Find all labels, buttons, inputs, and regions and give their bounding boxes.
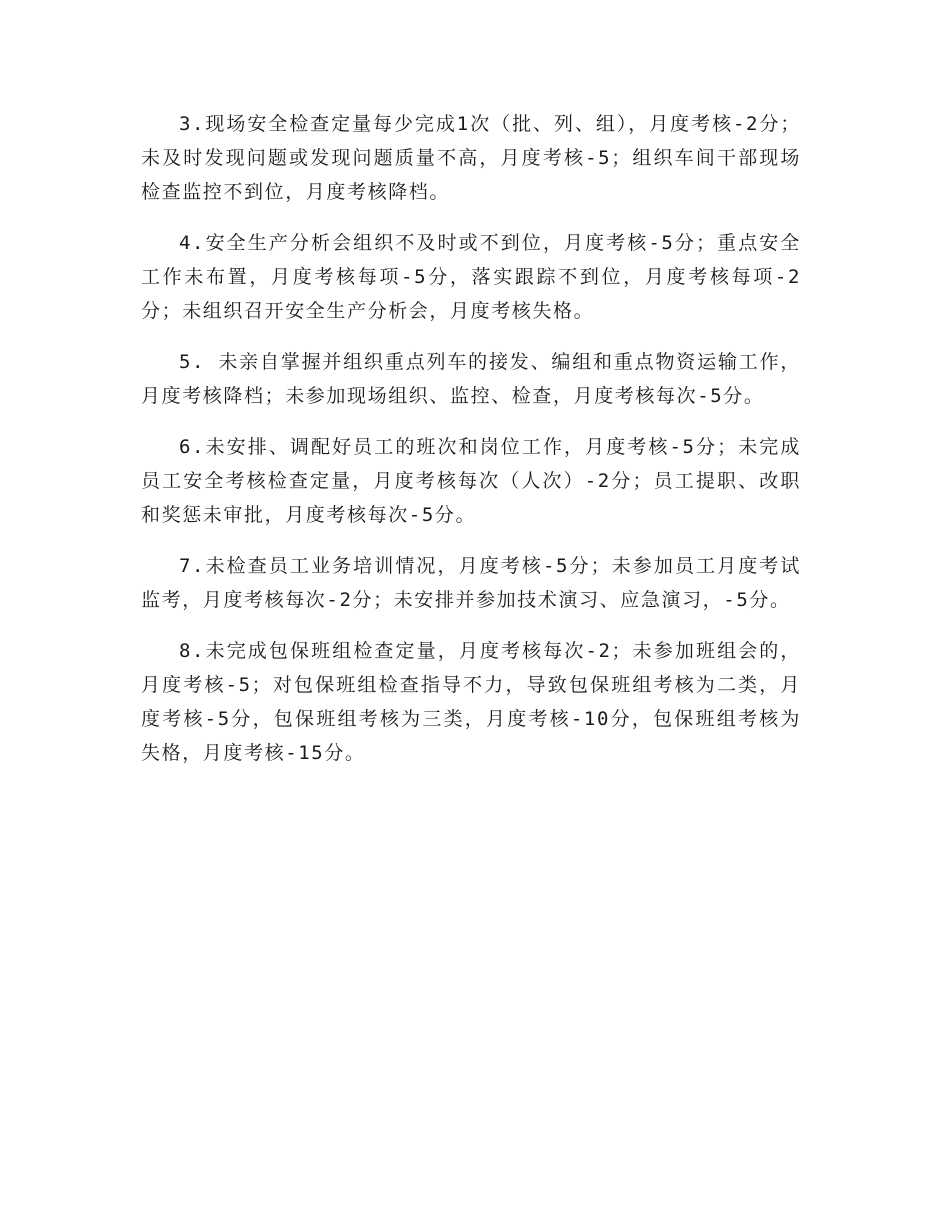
paragraph-item-4: 4.安全生产分析会组织不及时或不到位，月度考核-5分；重点安全工作未布置，月度考核每项-5分，落实跟踪不到位，月度考核每项-2分；未组织召开安全生产分析会，月度考核失格。: [141, 232, 801, 322]
paragraph-item-8: 8.未完成包保班组检查定量，月度考核每次-2；未参加班组会的，月度考核-5；对包保班组检查指导不力，导致包保班组考核为二类，月度考核-5分，包保班组考核为三类，月度考核-10分，包保班组考核为失格，月度考核-15分。: [141, 640, 801, 764]
paragraph-item-6: 6.未安排、调配好员工的班次和岗位工作，月度考核-5分；未完成员工安全考核检查定量，月度考核每次（人次）-2分；员工提职、改职和奖惩未审批，月度考核每次-5分。: [141, 436, 801, 526]
paragraph-item-7: 7.未检查员工业务培训情况，月度考核-5分；未参加员工月度考试监考，月度考核每次-2分；未安排并参加技术演习、应急演习，-5分。: [141, 555, 801, 611]
paragraph-item-3: 3.现场安全检查定量每少完成1次（批、列、组），月度考核-2分；未及时发现问题或发现问题质量不高，月度考核-5；组织车间干部现场检查监控不到位，月度考核降档。: [141, 113, 801, 203]
document-body: [141, 107, 801, 787]
paragraph-item-5: 5. 未亲自掌握并组织重点列车的接发、编组和重点物资运输工作，月度考核降档；未参加现场组织、监控、检查，月度考核每次-5分。: [141, 351, 801, 407]
